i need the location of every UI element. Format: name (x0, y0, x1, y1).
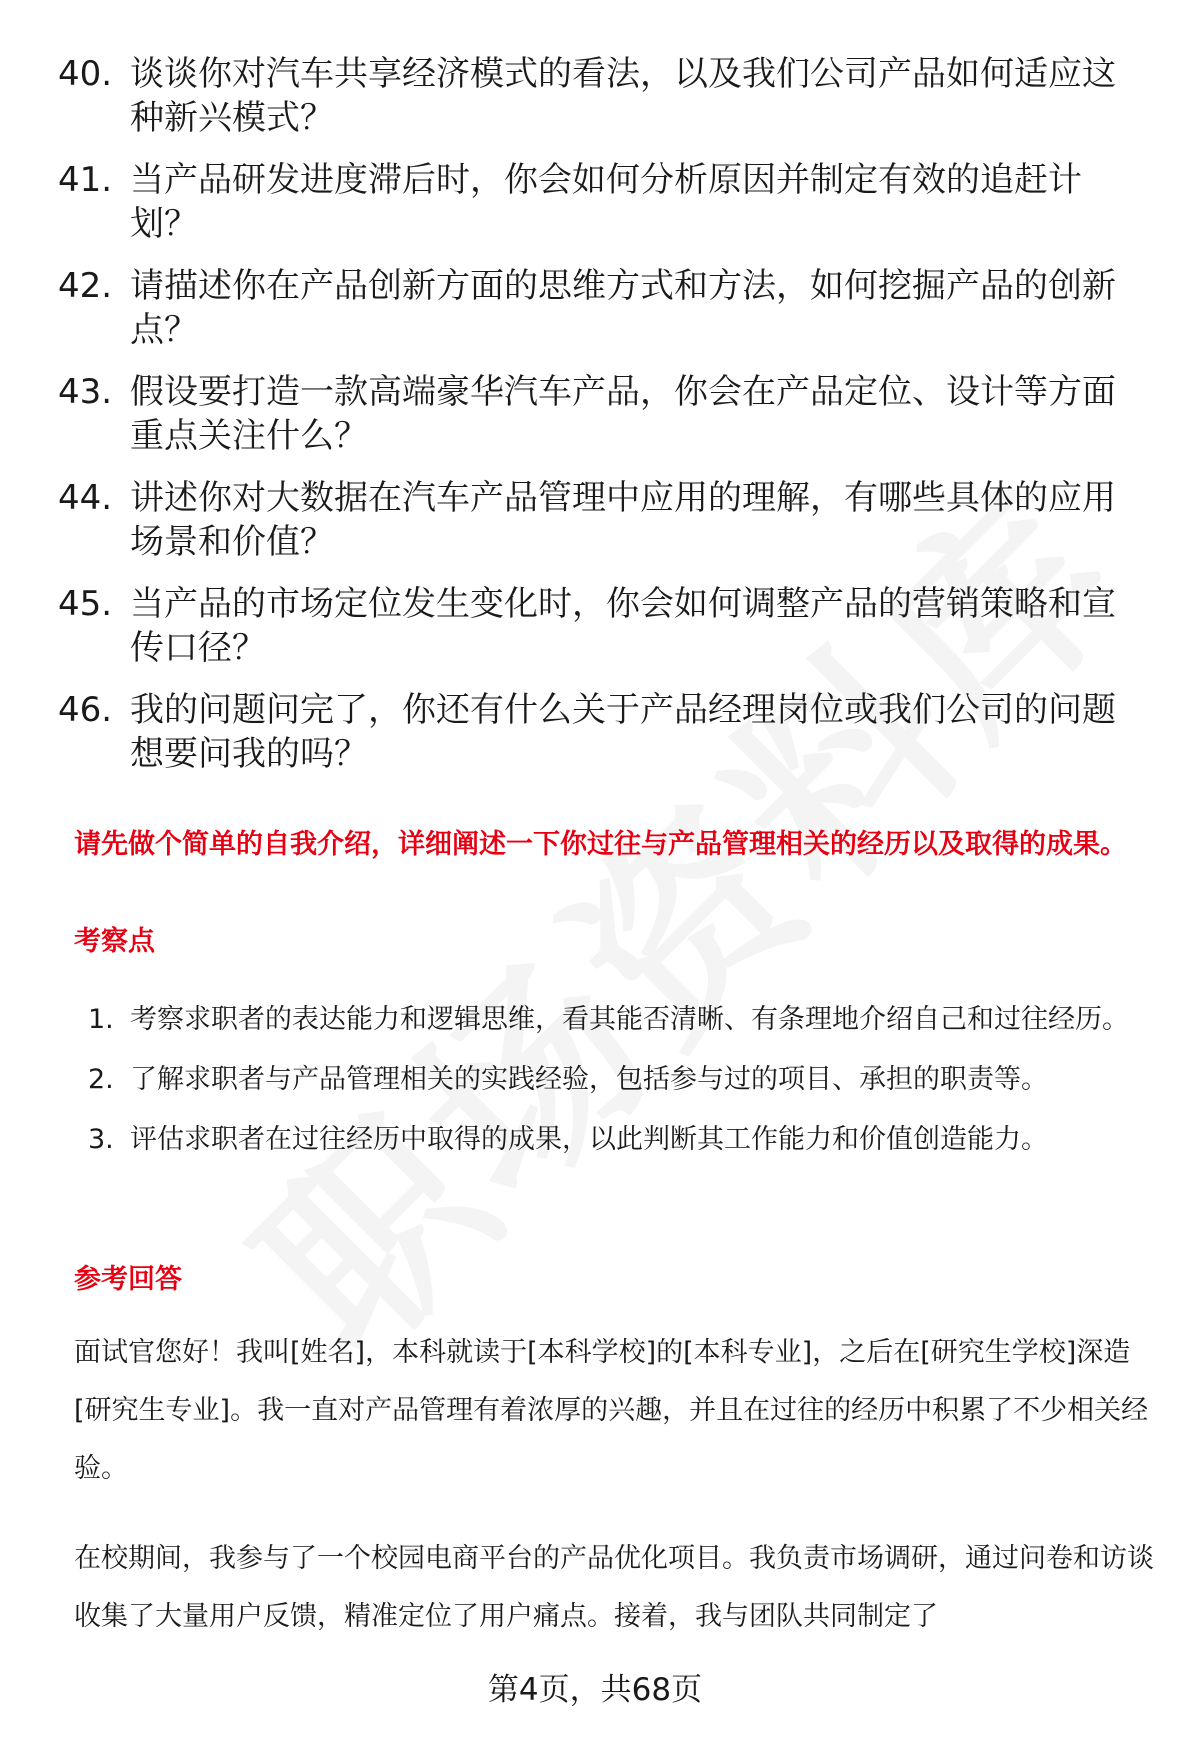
question-text: 讲述你对大数据在汽车产品管理中应用的理解，有哪些具体的应用场景和价值？ (130, 478, 1116, 562)
question-number: 40. (58, 54, 113, 94)
question-item-41 (58, 158, 1148, 246)
featured-question-heading: 请先做个简单的自我介绍，详细阐述一下你过往与产品管理相关的经历以及取得的成果。 (74, 829, 1127, 860)
question-item-44 (58, 476, 1148, 564)
question-text: 谈谈你对汽车共享经济模式的看法，以及我们公司产品如何适应这种新兴模式？ (130, 54, 1116, 138)
exam-point-item (88, 1050, 1158, 1110)
answer-paragraph-2: 在校期间，我参与了一个校园电商平台的产品优化项目。我负责市场调研，通过问卷和访谈收集了大量用户反馈，精准定位了用户痛点。接着，我与团队共同制定了 (74, 1543, 1154, 1632)
question-number: 41. (58, 160, 113, 200)
reference-answer-title: 参考回答 (74, 1264, 182, 1295)
question-item-42 (58, 264, 1148, 352)
question-number: 45. (58, 584, 113, 624)
exam-point-text: 考察求职者的表达能力和逻辑思维，看其能否清晰、有条理地介绍自己和过往经历。 (130, 1004, 1129, 1035)
exam-points-list (88, 990, 1158, 1170)
question-text: 当产品的市场定位发生变化时，你会如何调整产品的营销策略和宣传口径？ (130, 584, 1116, 668)
question-item-43 (58, 370, 1148, 458)
question-number: 44. (58, 478, 113, 518)
exam-point-item (88, 1110, 1158, 1170)
exam-point-number: 3. (88, 1124, 114, 1155)
question-text: 当产品研发进度滞后时，你会如何分析原因并制定有效的追赶计划？ (130, 160, 1082, 244)
exam-point-item (88, 990, 1158, 1050)
exam-point-number: 2. (88, 1064, 114, 1095)
question-number: 46. (58, 690, 113, 730)
question-number: 43. (58, 372, 113, 412)
question-item-46 (58, 688, 1148, 776)
question-text: 请描述你在产品创新方面的思维方式和方法，如何挖掘产品的创新点？ (130, 266, 1116, 350)
question-text: 假设要打造一款高端豪华汽车产品，你会在产品定位、设计等方面重点关注什么？ (130, 372, 1116, 456)
question-item-45 (58, 582, 1148, 670)
exam-point-text: 了解求职者与产品管理相关的实践经验，包括参与过的项目、承担的职责等。 (130, 1064, 1048, 1095)
exam-point-number: 1. (88, 1004, 114, 1035)
exam-points-title: 考察点 (74, 926, 155, 957)
exam-point-text: 评估求职者在过往经历中取得的成果，以此判断其工作能力和价值创造能力。 (130, 1124, 1048, 1155)
question-text: 我的问题问完了，你还有什么关于产品经理岗位或我们公司的问题想要问我的吗？ (130, 690, 1116, 774)
answer-paragraph-1: 面试官您好！我叫[姓名]，本科就读于[本科学校]的[本科专业]，之后在[研究生学校]深造[研究生专业]。我一直对产品管理有着浓厚的兴趣，并且在过往的经历中积累了不少相关经验。 (74, 1337, 1149, 1484)
page-footer: 第4页，共68页 (487, 1672, 703, 1708)
question-item-40 (58, 52, 1148, 140)
question-list (58, 52, 1148, 794)
question-number: 42. (58, 266, 113, 306)
